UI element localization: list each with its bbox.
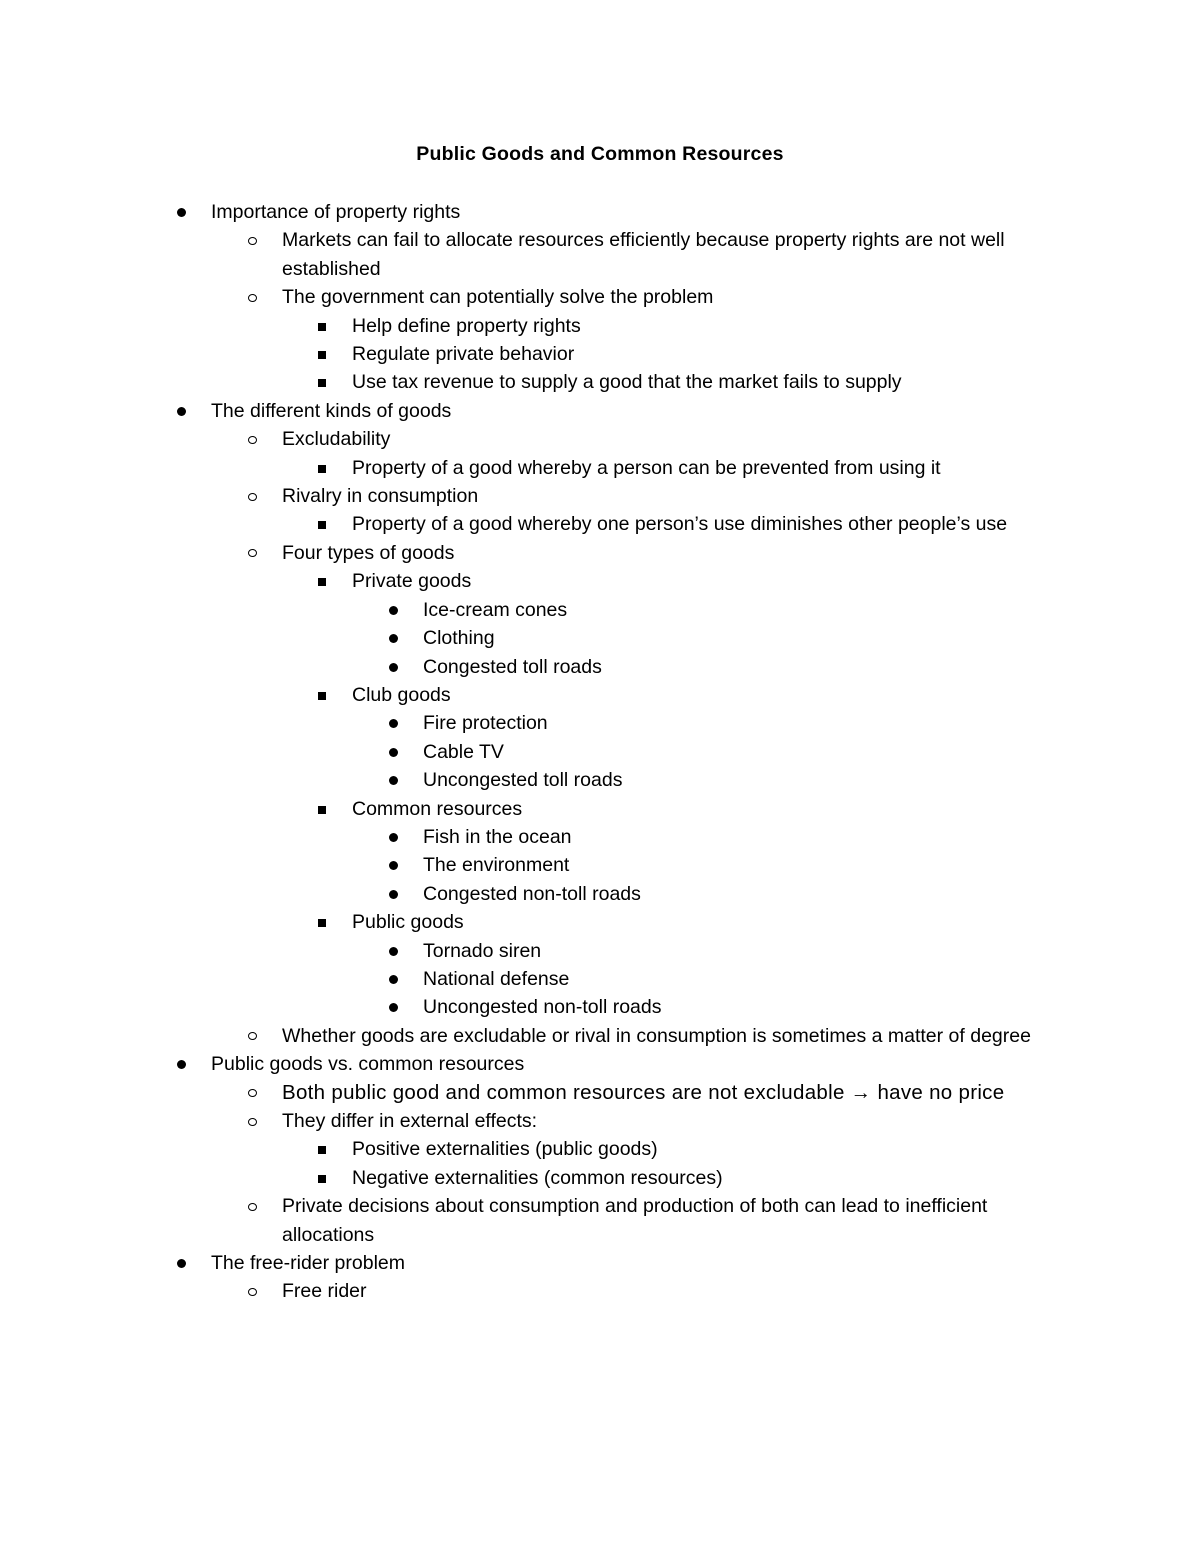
- disc-bullet-icon: [387, 880, 401, 908]
- outline-item: [0, 1107, 1200, 1135]
- outline-item-text: Public goods vs. common resources: [211, 1053, 525, 1076]
- outline-item: [0, 425, 1200, 453]
- outline-item: [0, 1050, 1200, 1078]
- square-bullet-icon: [316, 454, 330, 482]
- circle-bullet-icon: [246, 226, 260, 254]
- outline-item: [0, 340, 1200, 368]
- disc-bullet-icon: [387, 653, 401, 681]
- outline-item: [0, 1164, 1200, 1192]
- disc-bullet-icon: [387, 937, 401, 965]
- circle-bullet-icon: [246, 425, 260, 453]
- disc-bullet-icon: [175, 397, 189, 425]
- outline-item-text: Congested toll roads: [423, 655, 602, 678]
- outline-item: [0, 993, 1200, 1021]
- outline-item-text: Ice-cream cones: [423, 598, 568, 621]
- circle-bullet-icon: [246, 1022, 260, 1050]
- outline-item-text: Uncongested toll roads: [423, 769, 623, 792]
- outline-item: [0, 283, 1200, 311]
- outline-item-text: Rivalry in consumption: [282, 485, 479, 508]
- outline-item-text: Whether goods are excludable or rival in consumption is sometimes a matter of degree: [282, 1024, 1031, 1047]
- outline-item-text: Public goods: [352, 911, 464, 934]
- outline-item-text: Fire protection: [423, 712, 548, 735]
- outline-item-text: Common resources: [352, 797, 523, 820]
- outline-item: [0, 653, 1200, 681]
- outline-item-text: Clothing: [423, 627, 495, 650]
- outline-list: [0, 198, 1200, 1306]
- outline-item: [0, 880, 1200, 908]
- outline-item: [0, 368, 1200, 396]
- outline-item: [0, 596, 1200, 624]
- outline-item-text: Fish in the ocean: [423, 825, 572, 848]
- outline-item: [0, 766, 1200, 794]
- square-bullet-icon: [316, 312, 330, 340]
- outline-item-text: Use tax revenue to supply a good that the market fails to supply: [352, 371, 902, 394]
- disc-bullet-icon: [387, 596, 401, 624]
- square-bullet-icon: [316, 795, 330, 823]
- outline-item: [0, 709, 1200, 737]
- outline-item-text: Positive externalities (public goods): [352, 1138, 658, 1161]
- outline-item: [0, 738, 1200, 766]
- outline-item: [0, 226, 1200, 283]
- outline-item: [0, 908, 1200, 936]
- outline-item-text: Property of a good whereby one person’s use diminishes other people’s use: [352, 513, 1008, 536]
- outline-item: [0, 454, 1200, 482]
- disc-bullet-icon: [387, 709, 401, 737]
- outline-item: [0, 482, 1200, 510]
- square-bullet-icon: [316, 681, 330, 709]
- outline-item-text: Regulate private behavior: [352, 343, 575, 366]
- outline-item-text: The different kinds of goods: [211, 399, 452, 422]
- disc-bullet-icon: [175, 198, 189, 226]
- outline-item: [0, 823, 1200, 851]
- outline-item: [0, 1192, 1200, 1249]
- square-bullet-icon: [316, 1135, 330, 1163]
- outline-item-text: Club goods: [352, 683, 451, 706]
- outline-item: [0, 567, 1200, 595]
- outline-item: [0, 1079, 1200, 1107]
- outline-item-text: Congested non-toll roads: [423, 882, 641, 905]
- circle-bullet-icon: [246, 1107, 260, 1135]
- outline-item-text: Free rider: [282, 1280, 367, 1303]
- outline-item-text: Negative externalities (common resources): [352, 1166, 723, 1189]
- outline-item-text: Help define property rights: [352, 314, 581, 337]
- outline-item-text: Tornado siren: [423, 939, 542, 962]
- outline-item-text: Importance of property rights: [211, 201, 461, 223]
- outline-item-text: The free-rider problem: [211, 1252, 405, 1275]
- outline-item: [0, 681, 1200, 709]
- outline-item-text: Both public good and common resources are not excludable → have no price: [282, 1080, 1005, 1104]
- outline-item-text: The government can potentially solve the problem: [282, 286, 714, 309]
- square-bullet-icon: [316, 368, 330, 396]
- outline-item-text: Private decisions about consumption and production of both can lead to inefficient allocations: [282, 1195, 988, 1246]
- outline-item-text: Markets can fail to allocate resources efficiently because property rights are not well established: [282, 229, 1005, 280]
- outline-item-text: Private goods: [352, 570, 472, 593]
- disc-bullet-icon: [387, 624, 401, 652]
- circle-bullet-icon: [246, 283, 260, 311]
- outline-item-text: Uncongested non-toll roads: [423, 996, 662, 1019]
- outline-item-text: Excludability: [282, 428, 391, 451]
- outline-item: [0, 312, 1200, 340]
- outline-item-text: The environment: [423, 854, 570, 877]
- circle-bullet-icon: [246, 539, 260, 567]
- disc-bullet-icon: [387, 965, 401, 993]
- circle-bullet-icon: [246, 482, 260, 510]
- disc-bullet-icon: [175, 1050, 189, 1078]
- square-bullet-icon: [316, 567, 330, 595]
- outline-item: [0, 1249, 1200, 1277]
- disc-bullet-icon: [387, 851, 401, 879]
- square-bullet-icon: [316, 510, 330, 538]
- circle-bullet-icon: [246, 1277, 260, 1305]
- outline-item: [0, 397, 1200, 425]
- outline-item-text: They differ in external effects:: [282, 1110, 538, 1132]
- outline-item: [0, 851, 1200, 879]
- outline-item: [0, 624, 1200, 652]
- outline-item: [0, 539, 1200, 567]
- outline-item: [0, 510, 1200, 538]
- circle-bullet-icon: [246, 1079, 260, 1107]
- circle-bullet-icon: [246, 1192, 260, 1220]
- square-bullet-icon: [316, 908, 330, 936]
- outline-item: [0, 1135, 1200, 1163]
- disc-bullet-icon: [387, 993, 401, 1021]
- page-title: Public Goods and Common Resources: [416, 143, 784, 165]
- outline-item: [0, 198, 1200, 226]
- outline-item: [0, 1277, 1200, 1305]
- outline-item: [0, 795, 1200, 823]
- disc-bullet-icon: [387, 738, 401, 766]
- outline-item: [0, 1022, 1200, 1050]
- square-bullet-icon: [316, 340, 330, 368]
- outline-item: [0, 937, 1200, 965]
- outline-item-text: Cable TV: [423, 740, 504, 763]
- square-bullet-icon: [316, 1164, 330, 1192]
- disc-bullet-icon: [387, 766, 401, 794]
- outline-item: [0, 965, 1200, 993]
- disc-bullet-icon: [175, 1249, 189, 1277]
- disc-bullet-icon: [387, 823, 401, 851]
- outline-item-text: Property of a good whereby a person can be prevented from using it: [352, 456, 941, 479]
- outline-item-text: National defense: [423, 967, 570, 990]
- outline-item-text: Four types of goods: [282, 541, 455, 564]
